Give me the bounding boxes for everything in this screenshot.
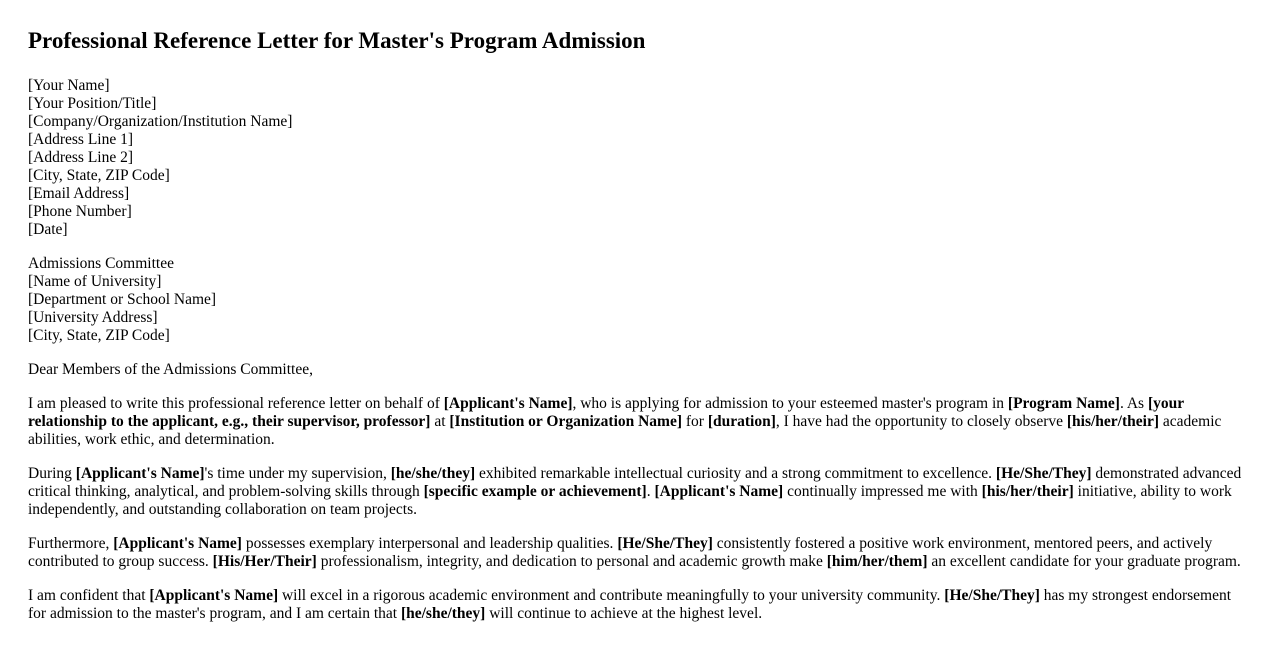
sender-position: [Your Position/Title]: [28, 95, 157, 112]
body-text: will continue to achieve at the highest level.: [485, 605, 763, 622]
sender-address-block: [28, 77, 1250, 239]
body-text: an excellent candidate for your graduate program.: [927, 553, 1241, 570]
body-text: professionalism, integrity, and dedication to personal and academic growth make: [316, 553, 827, 570]
salutation: Dear Members of the Admissions Committee,: [28, 361, 313, 378]
placeholder-field: [specific example or achievement]: [423, 483, 647, 500]
placeholder-field: [Applicant's Name]: [113, 535, 242, 552]
placeholder-field: [Institution or Organization Name]: [449, 413, 683, 430]
recipient-committee: Admissions Committee: [28, 255, 174, 272]
placeholder-field: [He/She/They]: [995, 465, 1092, 482]
placeholder-field: [your relationship to the applicant, e.g., their supervisor, professor]: [28, 395, 1184, 430]
page-title: Professional Reference Letter for Master's Program Admission: [28, 28, 646, 53]
placeholder-field: [his/her/their]: [1066, 413, 1159, 430]
sender-email: [Email Address]: [28, 185, 130, 202]
letter-body: [28, 395, 1250, 623]
recipient-university: [Name of University]: [28, 273, 162, 290]
body-text: demonstrated advanced critical thinking, analytical, and problem-solving skills through: [28, 465, 1242, 500]
body-text: continually impressed me with: [783, 483, 982, 500]
body-text: for: [682, 413, 708, 430]
body-paragraph: [28, 535, 1250, 571]
placeholder-field: [Program Name]: [1007, 395, 1120, 412]
body-text: has my strongest endorsement for admission to the master's program, and I am certain that: [28, 587, 1232, 622]
sender-address-line-1: [Address Line 1]: [28, 131, 134, 148]
sender-phone: [Phone Number]: [28, 203, 132, 220]
body-text: I am pleased to write this professional reference letter on behalf of: [28, 395, 444, 412]
body-text: , who is applying for admission to your esteemed master's program in: [572, 395, 1008, 412]
placeholder-field: [Applicant's Name]: [443, 395, 573, 412]
placeholder-field: [His/Her/Their]: [212, 553, 317, 570]
recipient-city-state-zip: [City, State, ZIP Code]: [28, 327, 170, 344]
placeholder-field: [Applicant's Name]: [75, 465, 205, 482]
letter-date: [Date]: [28, 221, 68, 238]
body-text: During: [28, 465, 76, 482]
sender-address-line-2: [Address Line 2]: [28, 149, 134, 166]
placeholder-field: [He/She/They]: [617, 535, 713, 552]
placeholder-field: [duration]: [707, 413, 776, 430]
body-text: Furthermore,: [28, 535, 114, 552]
placeholder-field: [his/her/their]: [981, 483, 1074, 500]
body-text: exhibited remarkable intellectual curiosity and a strong commitment to excellence.: [475, 465, 996, 482]
body-text: initiative, ability to work independently, and outstanding collaboration on team projects.: [28, 483, 1232, 518]
placeholder-field: [Applicant's Name]: [149, 587, 279, 604]
placeholder-field: [he/she/they]: [400, 605, 486, 622]
body-text: will excel in a rigorous academic environment and contribute meaningfully to your university community.: [278, 587, 945, 604]
placeholder-field: [he/she/they]: [390, 465, 476, 482]
body-text: . As: [1119, 395, 1148, 412]
placeholder-field: [Applicant's Name]: [654, 483, 784, 500]
body-paragraph: [28, 587, 1250, 623]
placeholder-field: [He/She/They]: [944, 587, 1040, 604]
body-text: , I have had the opportunity to closely observe: [775, 413, 1067, 430]
body-paragraph: [28, 395, 1250, 449]
sender-city-state-zip: [City, State, ZIP Code]: [28, 167, 170, 184]
recipient-address-block: [28, 255, 1250, 345]
recipient-address: [University Address]: [28, 309, 158, 326]
body-text: 's time under my supervision,: [204, 465, 391, 482]
body-text: at: [430, 413, 450, 430]
body-paragraph: [28, 465, 1250, 519]
sender-organization: [Company/Organization/Institution Name]: [28, 113, 293, 130]
body-text: consistently fostered a positive work environment, mentored peers, and actively contributed to group success.: [28, 535, 1213, 570]
body-text: academic abilities, work ethic, and determination.: [28, 413, 1222, 448]
body-text: possesses exemplary interpersonal and leadership qualities.: [241, 535, 618, 552]
sender-name: [Your Name]: [28, 77, 110, 94]
recipient-department: [Department or School Name]: [28, 291, 217, 308]
body-text: .: [646, 483, 655, 500]
body-text: I am confident that: [28, 587, 150, 604]
placeholder-field: [him/her/them]: [826, 553, 928, 570]
